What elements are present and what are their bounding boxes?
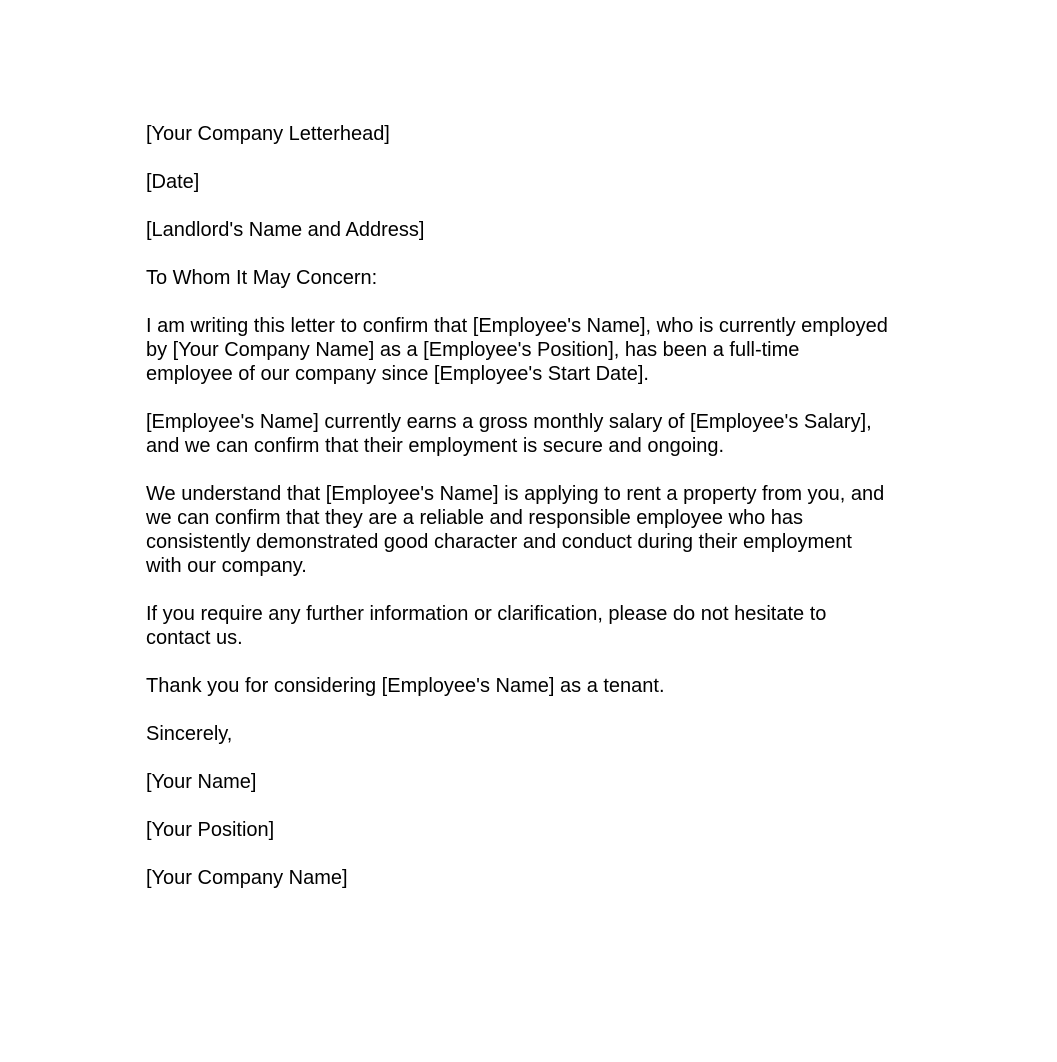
signer-company: [Your Company Name] [146, 867, 348, 889]
letterhead: [Your Company Letterhead] [146, 123, 390, 145]
letter-date: [Date] [146, 171, 200, 193]
closing: Sincerely, [146, 723, 233, 745]
salutation: To Whom It May Concern: [146, 267, 378, 289]
recipient-address: [Landlord's Name and Address] [146, 219, 425, 241]
body-paragraph-salary: [Employee's Name] currently earns a gross monthly salary of [Employee's Salary], and we can confirm that their employment is secure and ongoing. [146, 411, 872, 457]
body-paragraph-reference: We understand that [Employee's Name] is applying to rent a property from you, and we can confirm that they are a reliable and responsible employee who has consistently demonstrated good character and conduct during their employment with our company. [146, 483, 885, 577]
body-paragraph-employment: I am writing this letter to confirm that [Employee's Name], who is currently employed by [Your Company Name] as a [Employee's Position], has been a full-time employee of our company since [Employee's Start Date]. [146, 315, 888, 385]
body-paragraph-contact: If you require any further information or clarification, please do not hesitate to contact us. [146, 603, 827, 649]
signer-position: [Your Position] [146, 819, 275, 841]
body-paragraph-thanks: Thank you for considering [Employee's Name] as a tenant. [146, 675, 665, 697]
signer-name: [Your Name] [146, 771, 257, 793]
letter-document [146, 122, 891, 914]
